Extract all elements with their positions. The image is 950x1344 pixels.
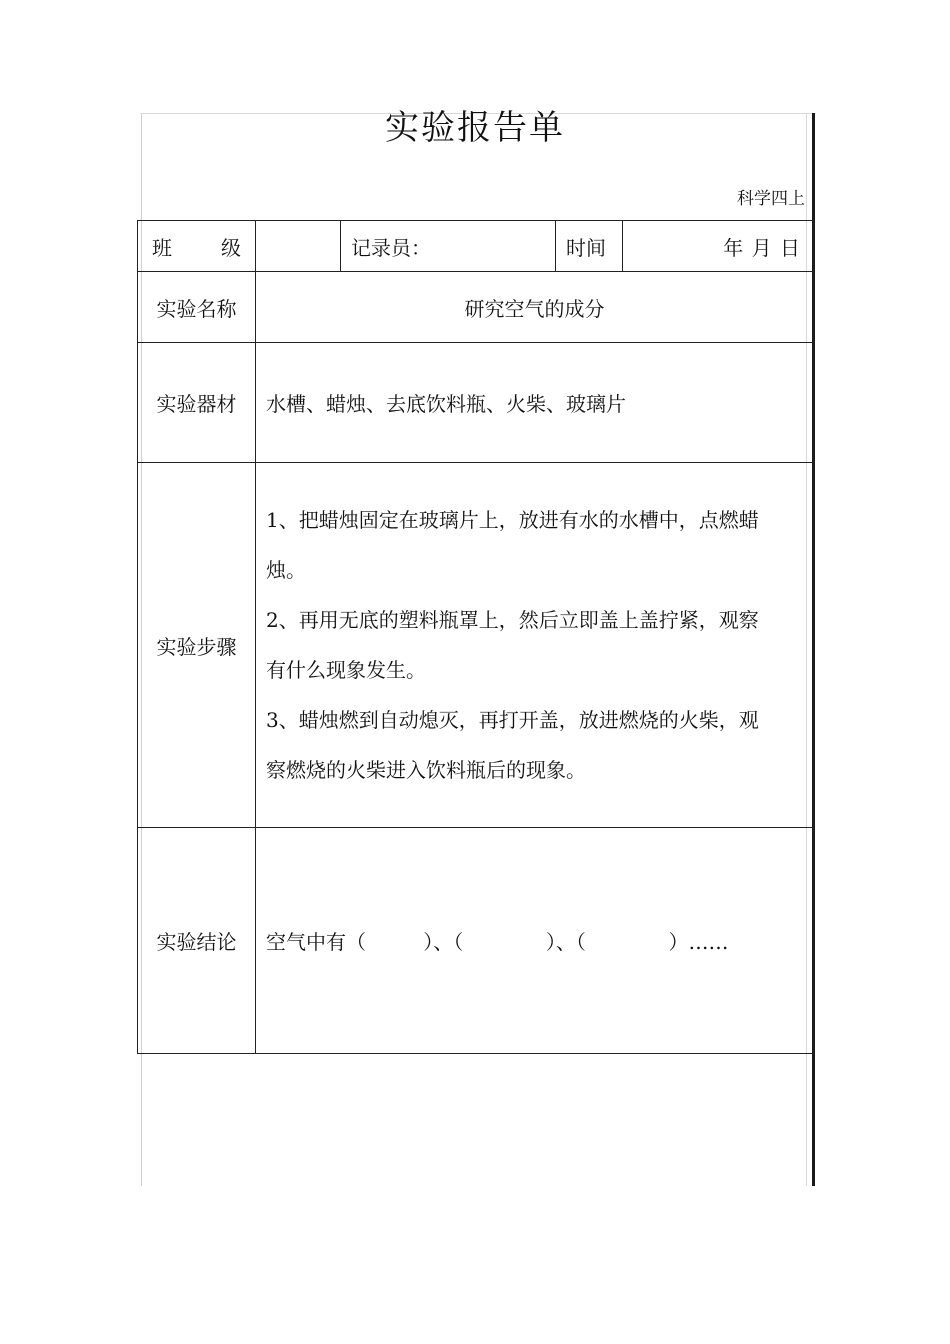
experiment-name-row xyxy=(138,272,814,343)
class-value-cell[interactable] xyxy=(256,221,341,272)
report-title: 实验报告单 xyxy=(385,108,565,148)
step-line: 3、蜡烛燃到自动熄灭，再打开盖，放进燃烧的火柴，观 xyxy=(266,708,759,732)
conclusion-value[interactable]: 空气中有（ ）、（ ）、（ ）…… xyxy=(256,828,814,1054)
step-line: 2、再用无底的塑料瓶罩上，然后立即盖上盖拧紧，观察 xyxy=(266,608,759,632)
materials-value: 水槽、蜡烛、去底饮料瓶、火柴、玻璃片 xyxy=(256,343,814,463)
step-line: 察燃烧的火柴进入饮料瓶后的现象。 xyxy=(266,758,586,782)
materials-row xyxy=(138,343,814,463)
report-table xyxy=(137,220,814,1054)
steps-value xyxy=(256,463,814,828)
conclusion-label: 实验结论 xyxy=(138,828,256,1054)
recorder-cell[interactable]: 记录员： xyxy=(341,221,556,272)
experiment-name-value: 研究空气的成分 xyxy=(256,272,814,343)
step-line: 有什么现象发生。 xyxy=(266,658,426,682)
steps-row xyxy=(138,463,814,828)
time-label-cell: 时间 xyxy=(556,221,623,272)
conclusion-row xyxy=(138,828,814,1054)
subject-label: 科学四上 xyxy=(737,189,805,209)
class-label-b: 级 xyxy=(221,235,241,260)
header-row xyxy=(138,221,814,272)
step-line: 1、把蜡烛固定在玻璃片上，放进有水的水槽中，点燃蜡 xyxy=(266,508,759,532)
materials-label: 实验器材 xyxy=(138,343,256,463)
class-label-a: 班 xyxy=(152,235,172,260)
step-line: 烛。 xyxy=(266,558,306,582)
steps-label: 实验步骤 xyxy=(138,463,256,828)
class-label-cell xyxy=(138,221,256,272)
experiment-name-label: 实验名称 xyxy=(138,272,256,343)
date-cell[interactable]: 年 月 日 xyxy=(623,221,814,272)
